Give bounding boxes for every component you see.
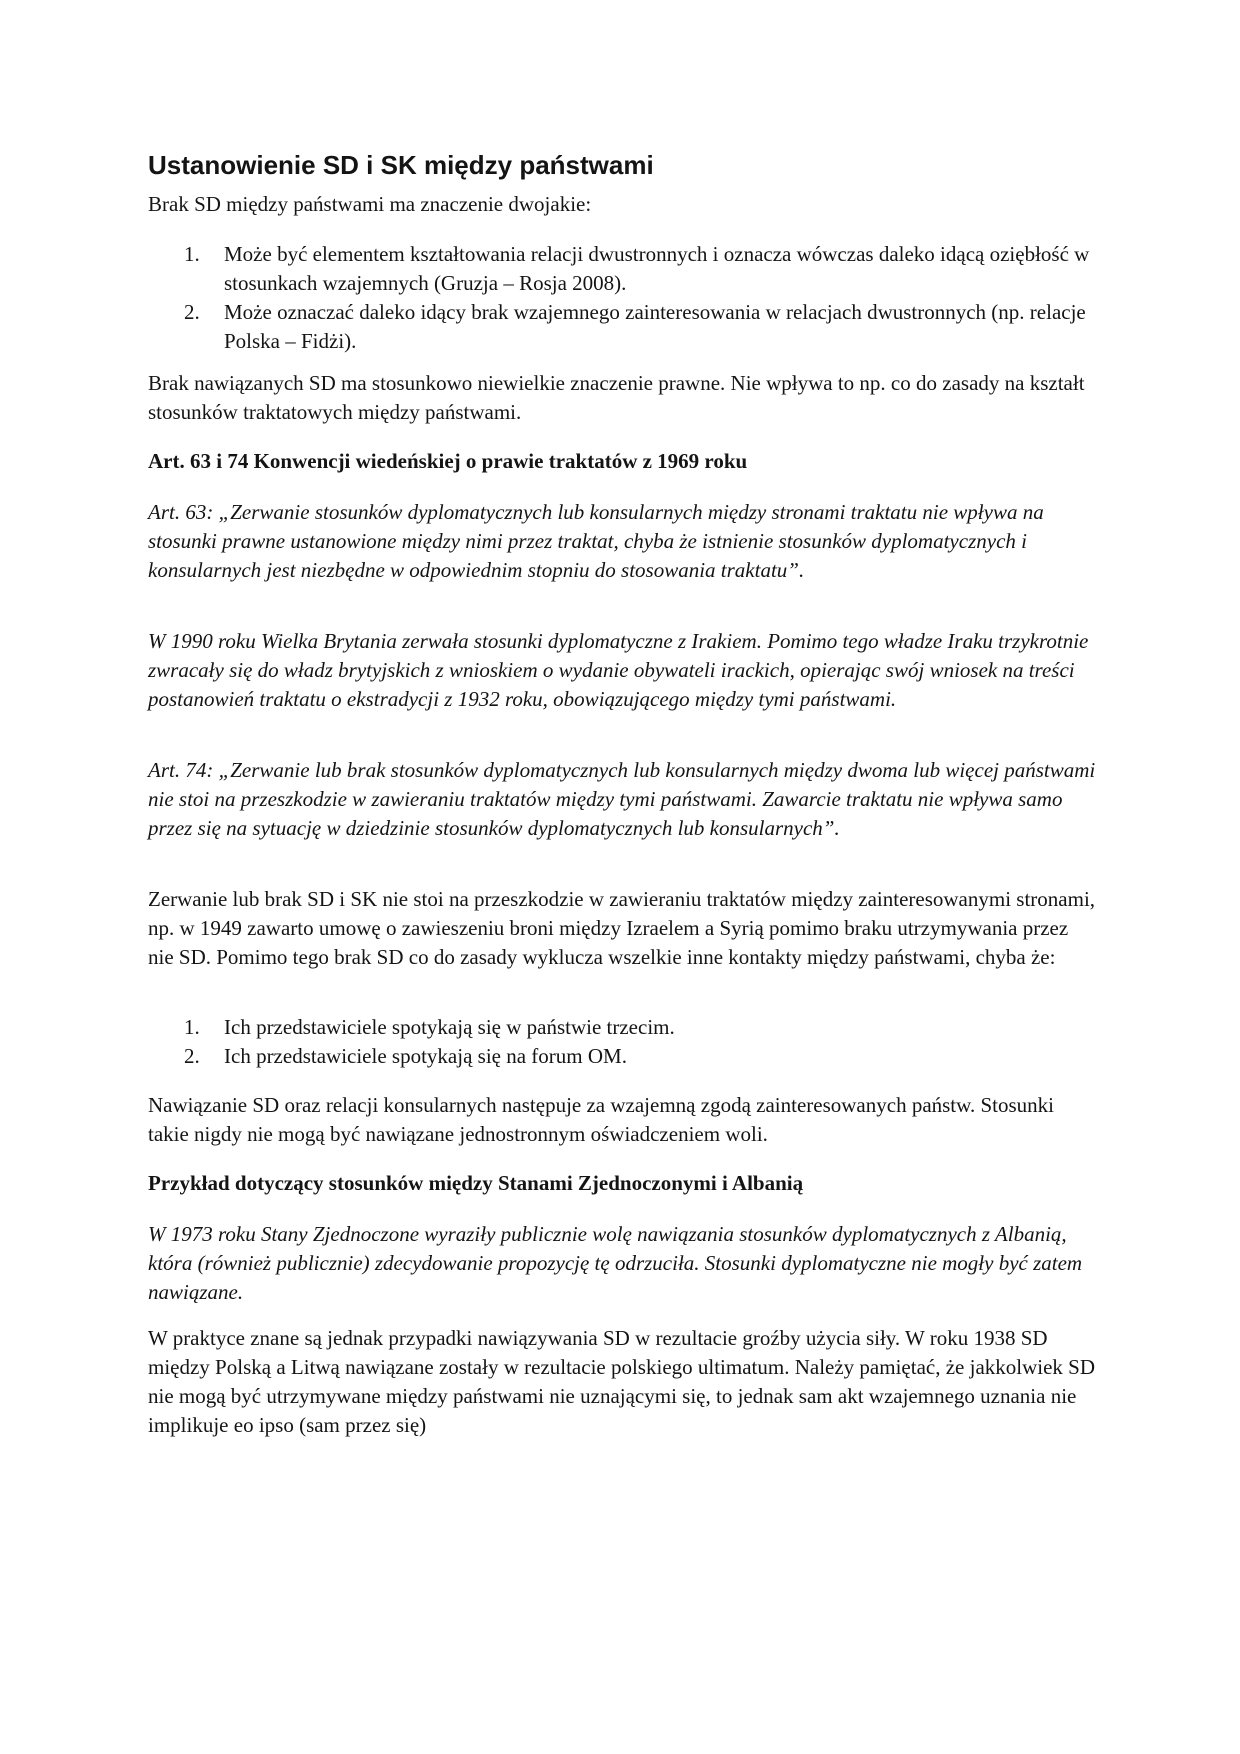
list-number: 1. [184,242,200,266]
list-item [148,1042,1098,1071]
intro-paragraph: Brak SD między państwami ma znaczenie dwojakie: [148,192,592,216]
list-item [148,240,1098,298]
break-relations-paragraph: Zerwanie lub brak SD i SK nie stoi na przeszkodzie w zawieraniu traktatów między zainteresowanymi stronami, np. w 1949 zawarto umowę o zawieszeniu broni między Izraelem a Syrią pomimo braku utrzymywania przez nie SD. Pomimo tego brak SD co do zasady wyklucza wszelkie inne kontakty między państwami, chyba że: [148,887,1096,969]
iraq-example-paragraph: W 1990 roku Wielka Brytania zerwała stosunki dyplomatyczne z Irakiem. Pomimo tego władze Iraku trzykrotnie zwracały się do władz brytyjskich z wnioskiem o wydanie obywateli irackich, opierając swój wniosek na treści postanowień traktatu o ekstradycji z 1932 roku, obowiązującego między tymi państwami. [148,629,1089,711]
list-number: 2. [184,300,200,324]
legal-significance-paragraph: Brak nawiązanych SD ma stosunkowo niewielkie znaczenie prawne. Nie wpływa to np. co do zasady na kształt stosunków traktatowych między państwami. [148,371,1085,424]
list-item-text: Może oznaczać daleko idący brak wzajemnego zainteresowania w relacjach dwustronnych (np. relacje Polska – Fidżi). [224,300,1086,353]
mutual-consent-paragraph: Nawiązanie SD oraz relacji konsularnych następuje za wzajemną zgodą zainteresowanych państw. Stosunki takie nigdy nie mogą być nawiązane jednostronnym oświadczeniem woli. [148,1093,1054,1146]
list-item-text: Może być elementem kształtowania relacji dwustronnych i oznacza wówczas daleko idącą oziębłość w stosunkach wzajemnych (Gruzja – Rosja 2008). [224,242,1090,295]
list-item [148,1013,1098,1042]
article-63-quote: Art. 63: „Zerwanie stosunków dyplomatycznych lub konsularnych między stronami traktatu nie wpływa na stosunki prawne ustanowione między nimi przez traktat, chyba że istnienie stosunków dyplomatycznych i konsularnych jest niezbędne w odpowiednim stopniu do stosowania traktatu”. [148,500,1044,582]
section-heading-example: Przykład dotyczący stosunków między Stanami Zjednoczonymi i Albanią [148,1171,804,1195]
list-item-text: Ich przedstawiciele spotykają się na forum OM. [224,1044,627,1068]
list-number: 1. [184,1015,200,1039]
page-title: Ustanowienie SD i SK między państwami [148,150,654,180]
significance-list [148,240,1098,356]
section-heading-articles: Art. 63 i 74 Konwencji wiedeńskiej o prawie traktatów z 1969 roku [148,449,748,473]
list-item-text: Ich przedstawiciele spotykają się w państwie trzecim. [224,1015,675,1039]
list-number: 2. [184,1044,200,1068]
article-74-quote: Art. 74: „Zerwanie lub brak stosunków dyplomatycznych lub konsularnych między dwoma lub więcej państwami nie stoi na przeszkodzie w zawieraniu traktatów między tymi państwami. Zawarcie traktatu nie wpływa samo przez się na sytuację w dziedzinie stosunków dyplomatycznych lub konsularnych”. [148,758,1096,840]
exceptions-list [148,1013,1098,1071]
albania-example-paragraph: W 1973 roku Stany Zjednoczone wyraziły publicznie wolę nawiązania stosunków dyplomatycznych z Albanią, która (również publicznie) zdecydowanie propozycję tę odrzuciła. Stosunki dyplomatyczne nie mogły być zatem nawiązane. [148,1222,1083,1304]
force-threat-paragraph: W praktyce znane są jednak przypadki nawiązywania SD w rezultacie groźby użycia siły. W roku 1938 SD między Polską a Litwą nawiązane zostały w rezultacie polskiego ultimatum. Należy pamiętać, że jakkolwiek SD nie mogą być utrzymywane między państwami nie uznającymi się, to jednak sam akt wzajemnego uznania nie implikuje eo ipso (sam przez się) [148,1326,1096,1437]
list-item [148,298,1098,356]
